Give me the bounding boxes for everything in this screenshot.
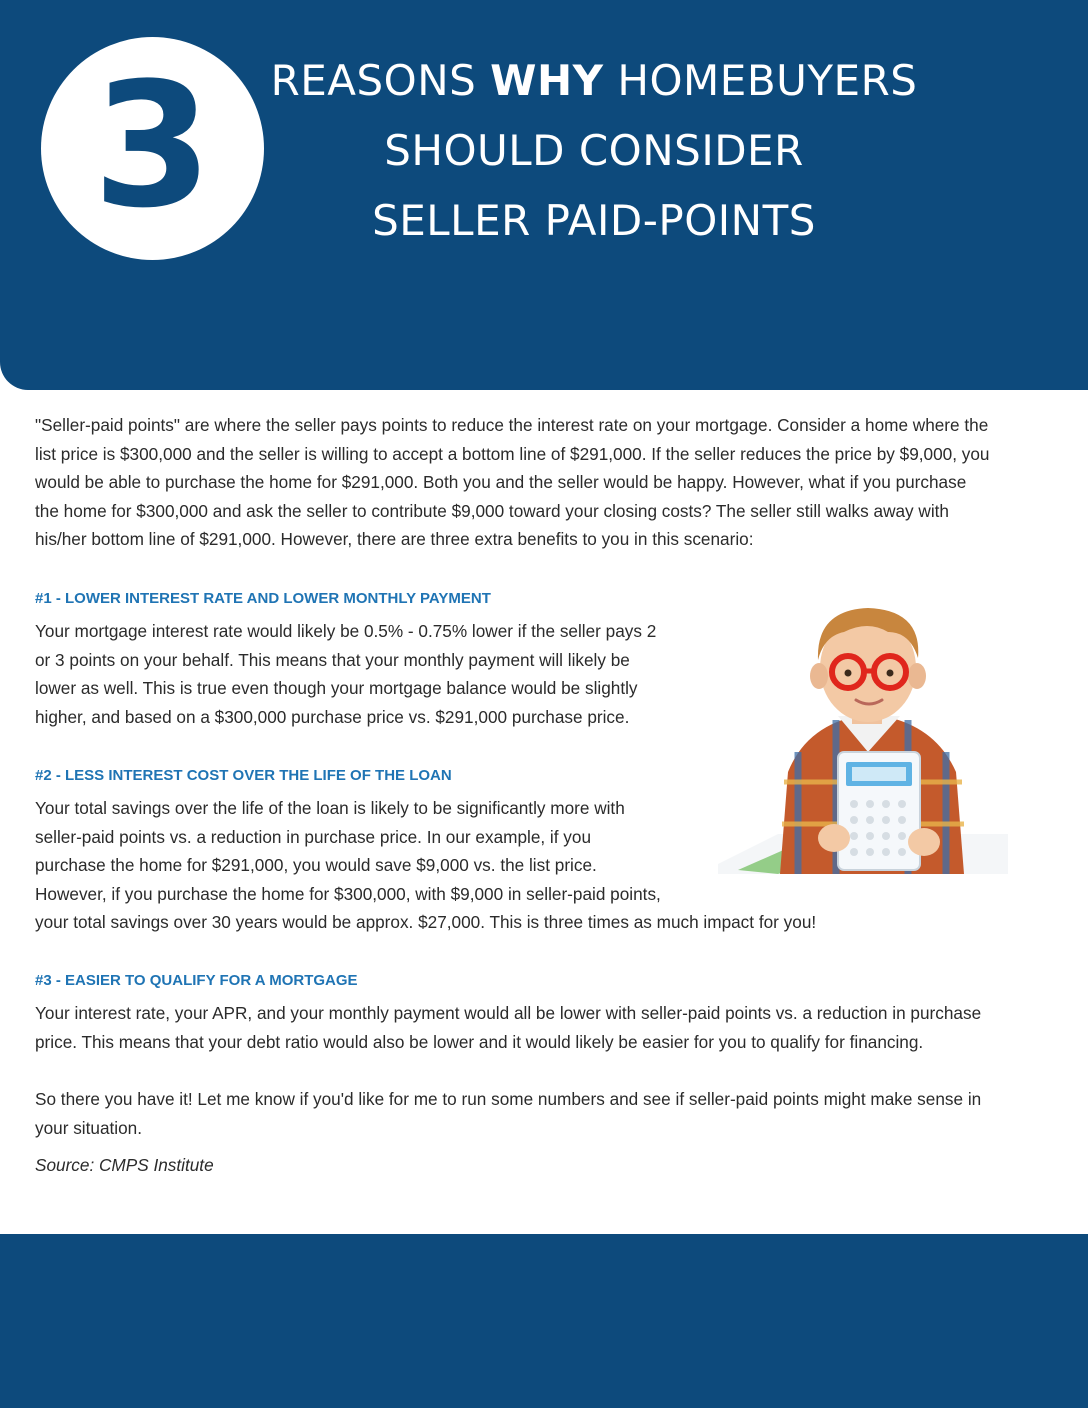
closing-line: So there you have it! Let me know if you'd like for me to run some numbers and see if seller-paid points might make sense in xyxy=(35,1089,982,1109)
reason-3-paragraph xyxy=(35,999,1055,1056)
reason-1-line: higher, and based on a $300,000 purchase price vs. $291,000 purchase price. xyxy=(35,706,630,727)
title-line-1-bold: WHY xyxy=(490,56,604,105)
reason-2-line: Your total savings over the life of the loan is likely to be significantly more with xyxy=(35,798,625,818)
reason-2-line: purchase the home for $291,000, you would save $9,000 vs. the list price. xyxy=(35,855,597,876)
page-title xyxy=(250,46,938,256)
reason-1-line: or 3 points on your behalf. This means that your monthly payment will likely be xyxy=(35,649,630,670)
reason-3-line: Your interest rate, your APR, and your monthly payment would all be lower with seller-paid points vs. a reduction in purchase xyxy=(35,1003,982,1023)
reason-3-heading: #3 - EASIER TO QUALIFY FOR A MORTGAGE xyxy=(35,972,358,989)
title-line-2: SHOULD CONSIDER xyxy=(384,126,804,175)
title-line-3: SELLER PAID-POINTS xyxy=(372,196,816,245)
footer-banner xyxy=(0,1234,1088,1408)
reason-1-line: Your mortgage interest rate would likely be 0.5% - 0.75% lower if the seller pays 2 xyxy=(35,621,657,641)
badge-number: 3 xyxy=(92,44,213,246)
reason-3-line: price. This means that your debt ratio would also be lower and it would likely be easier for you to qualify for financing. xyxy=(35,1031,924,1052)
intro-line: his/her bottom line of $291,000. However, there are three extra benefits to you in this scenario: xyxy=(35,529,754,550)
closing-line: your situation. xyxy=(35,1117,143,1138)
reason-1-line: lower as well. This is true even though your mortgage balance would be slightly xyxy=(35,678,638,699)
closing-paragraph xyxy=(35,1085,1055,1142)
reason-2-heading: #2 - LESS INTEREST COST OVER THE LIFE OF THE LOAN xyxy=(35,767,452,784)
header-banner xyxy=(0,0,1088,390)
title-line-1-pre: REASONS xyxy=(270,56,491,105)
intro-line: list price is $300,000 and the seller is willing to accept a bottom line of $291,000. If the seller reduces the price by $9,000, you xyxy=(35,443,990,464)
title-line-1 xyxy=(250,46,938,116)
intro-line: would be able to purchase the home for $291,000. Both you and the seller would be happy. However, what if you purchase xyxy=(35,472,967,493)
number-badge xyxy=(41,37,264,260)
title-line-1-post: HOMEBUYERS xyxy=(603,56,918,105)
reason-2-line: seller-paid points vs. a reduction in purchase price. In our example, if you xyxy=(35,826,592,847)
intro-line: the home for $300,000 and ask the seller to contribute $9,000 toward your closing costs? The seller still walks away with xyxy=(35,500,949,521)
source-citation: Source: CMPS Institute xyxy=(35,1155,214,1175)
reason-2-line: However, if you purchase the home for $300,000, with $9,000 in seller-paid points, xyxy=(35,883,661,904)
reason-1-heading: #1 - LOWER INTEREST RATE AND LOWER MONTHLY PAYMENT xyxy=(35,590,491,607)
reason-1-paragraph xyxy=(35,617,710,731)
intro-line: "Seller-paid points" are where the seller pays points to reduce the interest rate on your mortgage. Consider a home where the xyxy=(35,415,989,435)
child-with-calculator-photo xyxy=(718,602,1008,874)
reason-2-line: your total savings over 30 years would be approx. $27,000. This is three times as much impact for you! xyxy=(35,912,817,933)
intro-paragraph xyxy=(35,411,1055,554)
